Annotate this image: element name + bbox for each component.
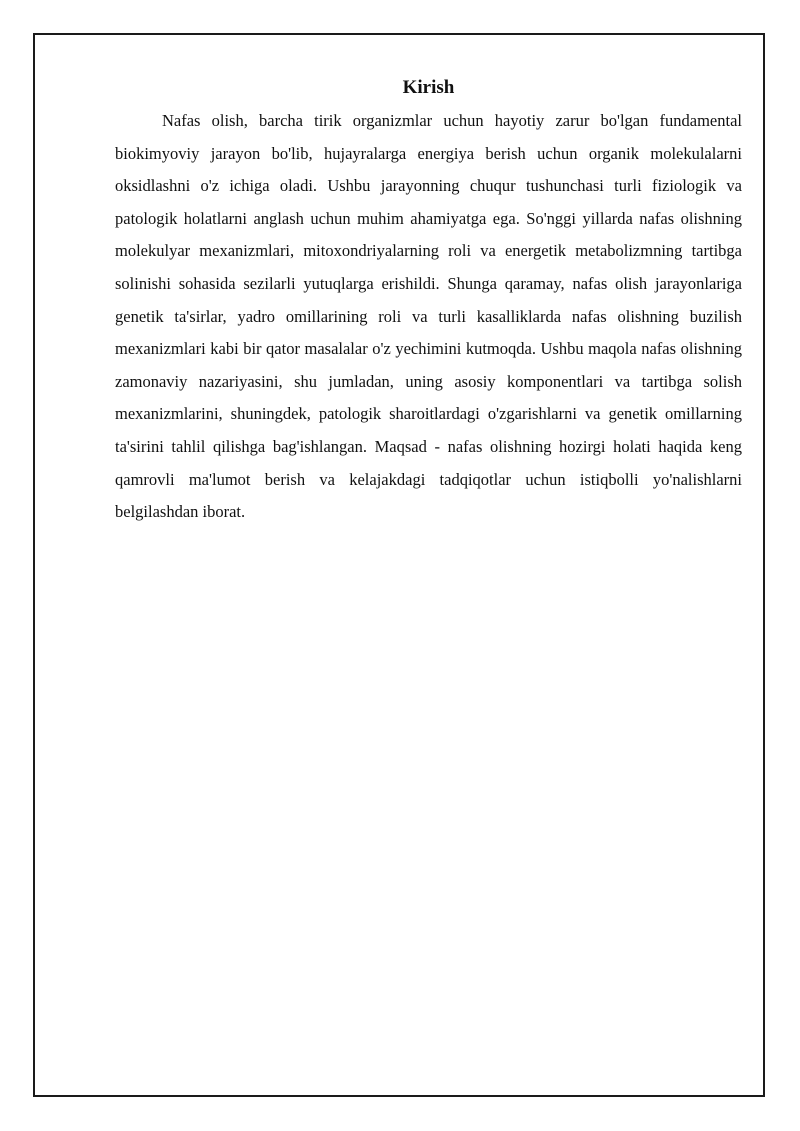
section-title: Kirish	[402, 77, 455, 98]
body-paragraph: Nafas olish, barcha tirik organizmlar uchun hayotiy zarur bo'lgan fundamental biokimyoviy jarayon bo'lib, hujayralarga energiya berish uchun organik molekulalarni oksidlashni o'z ichiga oladi. Ushbu jarayonning chuqur tushunchasi turli fiziologik va patologik holatlarni anglash uchun muhim ahamiyatga ega. So'nggi yillarda nafas olishning molekulyar mexanizmlari, mitoxondriyalarning roli va energetik metabolizmning tartibga solinishi sohasida sezilarli yutuqlarga erishildi. Shunga qaramay, nafas olish jarayonlariga genetik ta'sirlar, yadro omillarining roli va turli kasalliklarda nafas olishning buzilish mexanizmlari kabi bir qator masalalar o'z yechimini kutmoqda. Ushbu maqola nafas olishning zamonaviy nazariyasini, shu jumladan, uning asosiy komponentlari va tartibga solish mexanizmlarini, shuningdek, patologik sharoitlardagi o'zgarishlarni va genetik omillarning ta'sirini tahlil qilishga bag'ishlangan. Maqsad - nafas olishning hozirgi holati haqida keng qamrovli ma'lumot berish va kelajakdagi tadqiqotlar uchun istiqbolli yo'nalishlarni belgilashdan iborat.	[115, 111, 742, 522]
page-content	[115, 75, 742, 529]
